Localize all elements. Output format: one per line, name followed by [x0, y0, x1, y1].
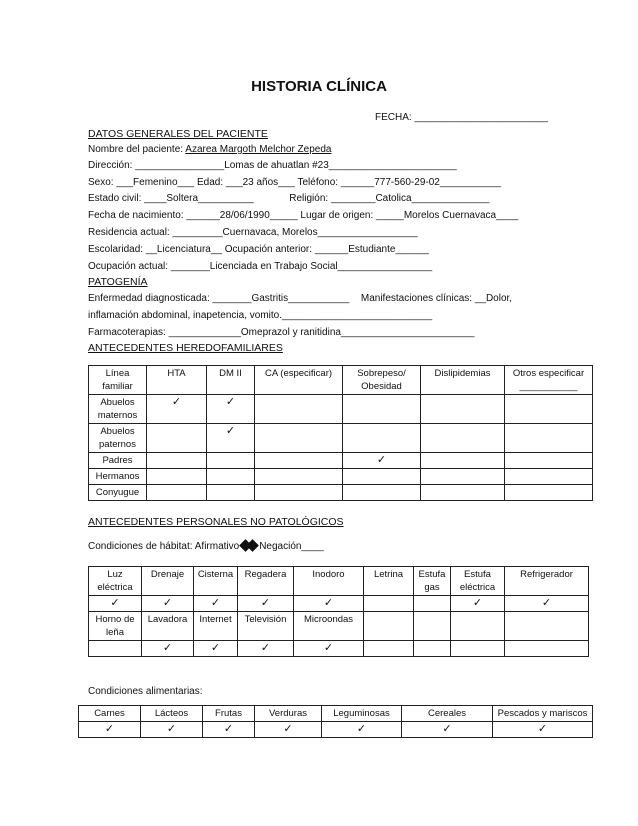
section-nopatologicos-header: ANTECEDENTES PERSONALES NO PATOLÓGICOS [88, 516, 344, 528]
habitat-item-label: Cisterna [194, 567, 238, 596]
checkmark-icon: ✓ [203, 722, 255, 738]
origen-label: Lugar de origen: [300, 210, 377, 221]
table-cell [207, 469, 255, 485]
checkmark-icon: ✓ [238, 641, 294, 657]
checkmark-icon: ✓ [207, 395, 255, 424]
table-cell [343, 485, 421, 501]
table-cell [505, 641, 589, 657]
table-cell [343, 395, 421, 424]
heredo-column-header: Dislipidemias [421, 366, 505, 395]
alimentarias-column-header: Verduras [255, 706, 322, 722]
habitat-item-label [364, 612, 414, 641]
edad-label: Edad: [196, 177, 226, 188]
habitat-item-label: Internet [194, 612, 238, 641]
alimentarias-column-header: Lácteos [141, 706, 203, 722]
table-cell [343, 469, 421, 485]
nombre-row [88, 143, 331, 157]
nacimiento-row [88, 209, 518, 223]
heredo-column-header: DM II [207, 366, 255, 395]
alimentarias-check-row [79, 722, 593, 738]
religion-value: ________Catolica______________ [330, 193, 490, 204]
direccion-row [88, 159, 457, 173]
table-cell [421, 469, 505, 485]
habitat-label-row [89, 567, 589, 596]
habitat-item-label: Letrina [364, 567, 414, 596]
checkmark-icon: ✓ [194, 641, 238, 657]
table-cell [421, 485, 505, 501]
table-cell [207, 453, 255, 469]
enfermedad-label: Enfermedad diagnosticada: [88, 293, 213, 304]
table-cell [505, 424, 593, 453]
habitat-item-label [451, 612, 505, 641]
row-label: Padres [89, 453, 147, 469]
row-label: Conyugue [89, 485, 147, 501]
checkmark-icon: ✓ [402, 722, 493, 738]
table-cell [147, 453, 207, 469]
habitat-item-label [505, 612, 589, 641]
table-cell [364, 596, 414, 612]
section-datos-header: DATOS GENERALES DEL PACIENTE [88, 128, 268, 140]
checkmark-icon: ✓ [451, 596, 505, 612]
habitat-item-label [414, 612, 451, 641]
row-label: Abuelos maternos [89, 395, 147, 424]
checkmark-icon: ✓ [142, 596, 194, 612]
alimentarias-label: Condiciones alimentarias: [88, 686, 203, 697]
origen-value: _____Morelos Cuernavaca____ [376, 210, 519, 221]
section-patogenia-header: PATOGENÍA [88, 276, 148, 288]
checkmark-icon: ✓ [294, 641, 364, 657]
heredo-column-header: Línea familiar [89, 366, 147, 395]
checkmark-icon: ✓ [322, 722, 402, 738]
direccion-value: ________________Lomas de ahuatlan #23_______________________ [135, 160, 457, 171]
table-cell [421, 453, 505, 469]
manifestaciones-cont: inflamación abdominal, inapetencia, vomito.___________________________ [88, 310, 433, 321]
sexo-row [88, 176, 501, 190]
table-cell [414, 641, 451, 657]
residencia-value: _________Cuernavaca, Morelos__________________ [172, 227, 418, 238]
manifestaciones-label: Manifestaciones clínicas: [360, 293, 475, 304]
nombre-value: Azarea Margoth Melchor Zepeda [185, 144, 332, 155]
checkmark-icon: ✓ [79, 722, 141, 738]
table-cell [255, 395, 343, 424]
manifestaciones-value: __Dolor, [474, 293, 513, 304]
habitat-check-row [89, 596, 589, 612]
checkmark-icon: ✓ [89, 596, 142, 612]
fecha-field: FECHA: ________________________ [375, 112, 548, 123]
telefono-label: Teléfono: [297, 177, 341, 188]
habitat-label-row [89, 612, 589, 641]
habitat-label: Condiciones de hábitat: Afirmativo [88, 541, 240, 552]
table-row [89, 469, 593, 485]
table-cell [414, 596, 451, 612]
nombre-label: Nombre del paciente: [88, 144, 186, 155]
nacimiento-label: Fecha de nacimiento: [88, 210, 187, 221]
table-cell [255, 424, 343, 453]
direccion-label: Dirección: [88, 160, 136, 171]
checkmark-icon: ✓ [294, 596, 364, 612]
table-cell [147, 469, 207, 485]
table-cell [207, 485, 255, 501]
farmaco-value: _____________Omeprazol y ranitidina________________________ [168, 327, 475, 338]
ocupacion-anterior-label: Ocupación anterior: [224, 244, 315, 255]
heredo-header-row [89, 366, 593, 395]
habitat-item-label: Regadera [238, 567, 294, 596]
edad-value: ___23 años___ [225, 177, 295, 188]
table-cell [505, 453, 593, 469]
residencia-row [88, 226, 418, 240]
alimentarias-column-header: Pescados y mariscos [493, 706, 593, 722]
habitat-item-label: Televisión [238, 612, 294, 641]
alimentarias-table [78, 705, 593, 738]
telefono-value: ______777-560-29-02___________ [340, 177, 502, 188]
heredo-column-header: CA (especificar) [255, 366, 343, 395]
table-cell [147, 485, 207, 501]
table-row [89, 453, 593, 469]
heredo-table [88, 365, 593, 501]
farmaco-label: Farmacoterapias: [88, 327, 169, 338]
table-cell [255, 469, 343, 485]
checkmark-icon: ✓ [343, 453, 421, 469]
habitat-item-label: Inodoro [294, 567, 364, 596]
table-row [89, 424, 593, 453]
checkmark-icon: ✓ [493, 722, 593, 738]
enfermedad-row [88, 292, 512, 306]
nacimiento-value: ______28/06/1990_____ [186, 210, 298, 221]
alimentarias-column-header: Leguminosas [322, 706, 402, 722]
estado-value: ____Soltera__________ [144, 193, 254, 204]
checkmark-icon: ✓ [194, 596, 238, 612]
table-cell [255, 485, 343, 501]
escolaridad-row [88, 243, 429, 257]
table-row [89, 485, 593, 501]
table-cell [451, 641, 505, 657]
heredo-column-header: Otros especificar ___________ [505, 366, 593, 395]
table-cell [89, 641, 142, 657]
habitat-item-label: Estufa eléctrica [451, 567, 505, 596]
habitat-check-row [89, 641, 589, 657]
enfermedad-value: _______Gastritis___________ [212, 293, 350, 304]
heredo-column-header: Sobrepeso/ Obesidad [343, 366, 421, 395]
table-cell [255, 453, 343, 469]
table-row [89, 395, 593, 424]
alimentarias-column-header: Cereales [402, 706, 493, 722]
ocupacion-row [88, 260, 432, 274]
habitat-item-label: Refrigerador [505, 567, 589, 596]
habitat-item-label: Horno de leña [89, 612, 142, 641]
residencia-label: Residencia actual: [88, 227, 173, 238]
habitat-item-label: Drenaje [142, 567, 194, 596]
table-cell [505, 485, 593, 501]
section-heredo-header: ANTECEDENTES HEREDOFAMILIARES [88, 342, 283, 354]
checkmark-icon: ✓ [147, 395, 207, 424]
table-cell [147, 424, 207, 453]
table-cell [343, 424, 421, 453]
table-cell [505, 469, 593, 485]
habitat-negacion: Negación____ [259, 541, 324, 552]
table-cell [364, 641, 414, 657]
habitat-item-label: Microondas [294, 612, 364, 641]
religion-label: Religión: [289, 193, 331, 204]
table-cell [505, 395, 593, 424]
alimentarias-header-row [79, 706, 593, 722]
ocupacion-value: _______Licenciada en Trabajo Social_________________ [170, 261, 433, 272]
sexo-label: Sexo: [88, 177, 117, 188]
habitat-item-label: Lavadora [142, 612, 194, 641]
row-label: Hermanos [89, 469, 147, 485]
checkmark-icon: ✓ [207, 424, 255, 453]
ocupacion-label: Ocupación actual: [88, 261, 171, 272]
heredo-column-header: HTA [147, 366, 207, 395]
sexo-value: ___Femenino___ [116, 177, 195, 188]
escolaridad-label: Escolaridad: [88, 244, 146, 255]
habitat-item-label: Luz eléctrica [89, 567, 142, 596]
habitat-table [88, 566, 589, 657]
checkmark-icon: ✓ [238, 596, 294, 612]
checkmark-icon: ✓ [505, 596, 589, 612]
checkmark-icon: ✓ [142, 641, 194, 657]
alimentarias-column-header: Frutas [203, 706, 255, 722]
habitat-item-label: Estufa gas [414, 567, 451, 596]
escolaridad-value: __Licenciatura__ [145, 244, 222, 255]
page-title: HISTORIA CLÍNICA [251, 78, 387, 95]
table-cell [421, 424, 505, 453]
estado-row [88, 192, 489, 206]
habitat-row [88, 540, 324, 554]
alimentarias-column-header: Carnes [79, 706, 141, 722]
ocupacion-anterior-value: ______Estudiante______ [314, 244, 429, 255]
checkmark-icon: ✓ [255, 722, 322, 738]
checkmark-icon: ✓ [141, 722, 203, 738]
farmaco-row [88, 326, 474, 340]
table-cell [421, 395, 505, 424]
row-label: Abuelos paternos [89, 424, 147, 453]
estado-label: Estado civil: [88, 193, 145, 204]
scribble-mark-icon [239, 540, 259, 552]
